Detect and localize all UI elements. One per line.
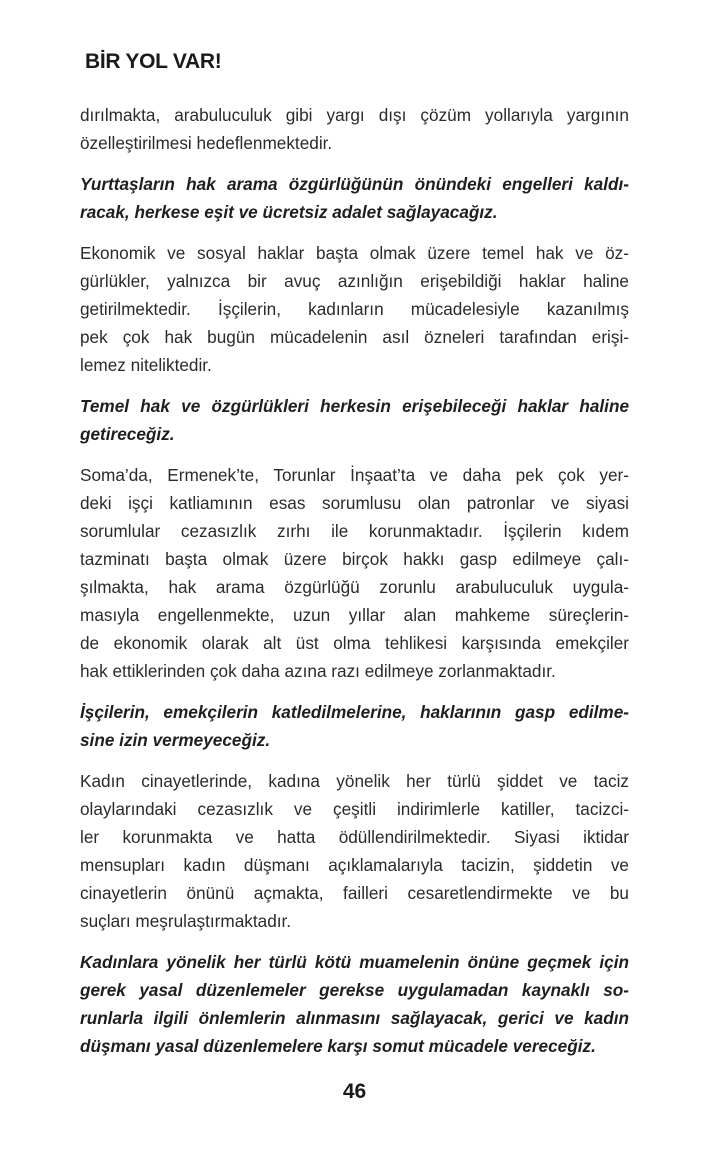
paragraph	[80, 461, 629, 685]
text-line: düşmanı yasal düzenlemelere karşı somut mücadele vereceğiz.	[80, 1036, 596, 1056]
page-body	[80, 101, 629, 1073]
emphasized-paragraph	[80, 170, 629, 226]
text-line: olaylarındaki cezasızlık ve çeşitli indirimlerle katiller, tacizci-	[80, 799, 629, 819]
text-line: gerek yasal düzenlemeler gerekse uygulamadan kaynaklı so-	[80, 980, 629, 1000]
text-line: Kadın cinayetlerinde, kadına yönelik her türlü şiddet ve taciz	[80, 771, 629, 791]
text-line: dırılmakta, arabuluculuk gibi yargı dışı çözüm yollarıyla yargının	[80, 105, 629, 125]
text-line: Temel hak ve özgürlükleri herkesin erişebileceği haklar haline	[80, 396, 629, 416]
text-line: deki işçi katliamının esas sorumlusu olan patronlar ve siyasi	[80, 493, 629, 513]
text-line: özelleştirilmesi hedeflenmektedir.	[80, 133, 333, 153]
emphasized-paragraph	[80, 698, 629, 754]
text-line: Kadınlara yönelik her türlü kötü muamelenin önüne geçmek için	[80, 952, 629, 972]
text-line: suçları meşrulaştırmaktadır.	[80, 911, 292, 931]
text-line: mensupları kadın düşmanı açıklamalarıyla tacizin, şiddetin ve	[80, 855, 629, 875]
text-line: racak, herkese eşit ve ücretsiz adalet sağlayacağız.	[80, 202, 498, 222]
text-line: lemez niteliktedir.	[80, 355, 212, 375]
text-line: pek çok hak bugün mücadelenin asıl özneleri tarafından erişi-	[80, 327, 629, 347]
text-line: gürlükler, yalnızca bir avuç azınlığın erişebildiği haklar haline	[80, 271, 629, 291]
running-header: BİR YOL VAR!	[85, 50, 222, 73]
text-line: Soma’da, Ermenek’te, Torunlar İnşaat’ta ve daha pek çok yer-	[80, 465, 629, 485]
text-line: Ekonomik ve sosyal haklar başta olmak üzere temel hak ve öz-	[80, 243, 629, 263]
paragraph	[80, 767, 629, 935]
text-line: cinayetlerin önünü açmakta, failleri cesaretlendirmekte ve bu	[80, 883, 629, 903]
text-line: sorumlular cezasızlık zırhı ile korunmaktadır. İşçilerin kıdem	[80, 521, 629, 541]
text-line: Yurttaşların hak arama özgürlüğünün önündeki engelleri kaldı-	[80, 174, 629, 194]
paragraph	[80, 101, 629, 157]
text-line: sine izin vermeyeceğiz.	[80, 730, 271, 750]
text-line: de ekonomik olarak alt üst olma tehlikesi karşısında emekçiler	[80, 633, 629, 653]
text-line: ler korunmakta ve hatta ödüllendirilmektedir. Siyasi iktidar	[80, 827, 629, 847]
text-line: tazminatı başta olmak üzere birçok hakkı gasp edilmeye çalı-	[80, 549, 629, 569]
paragraph	[80, 239, 629, 379]
text-line: runlarla ilgili önlemlerin alınmasını sağlayacak, gerici ve kadın	[80, 1008, 629, 1028]
page-number: 46	[342, 1080, 367, 1103]
text-line: İşçilerin, emekçilerin katledilmelerine, haklarının gasp edilme-	[80, 702, 629, 722]
text-line: şılmakta, hak arama özgürlüğü zorunlu arabuluculuk uygula-	[80, 577, 629, 597]
emphasized-paragraph	[80, 392, 629, 448]
text-line: hak ettiklerinden çok daha azına razı edilmeye zorlanmaktadır.	[80, 661, 556, 681]
text-line: getireceğiz.	[80, 424, 175, 444]
text-line: masıyla engellenmekte, uzun yıllar alan mahkeme süreçlerin-	[80, 605, 629, 625]
text-line: getirilmektedir. İşçilerin, kadınların mücadelesiyle kazanılmış	[80, 299, 629, 319]
emphasized-paragraph	[80, 948, 629, 1060]
